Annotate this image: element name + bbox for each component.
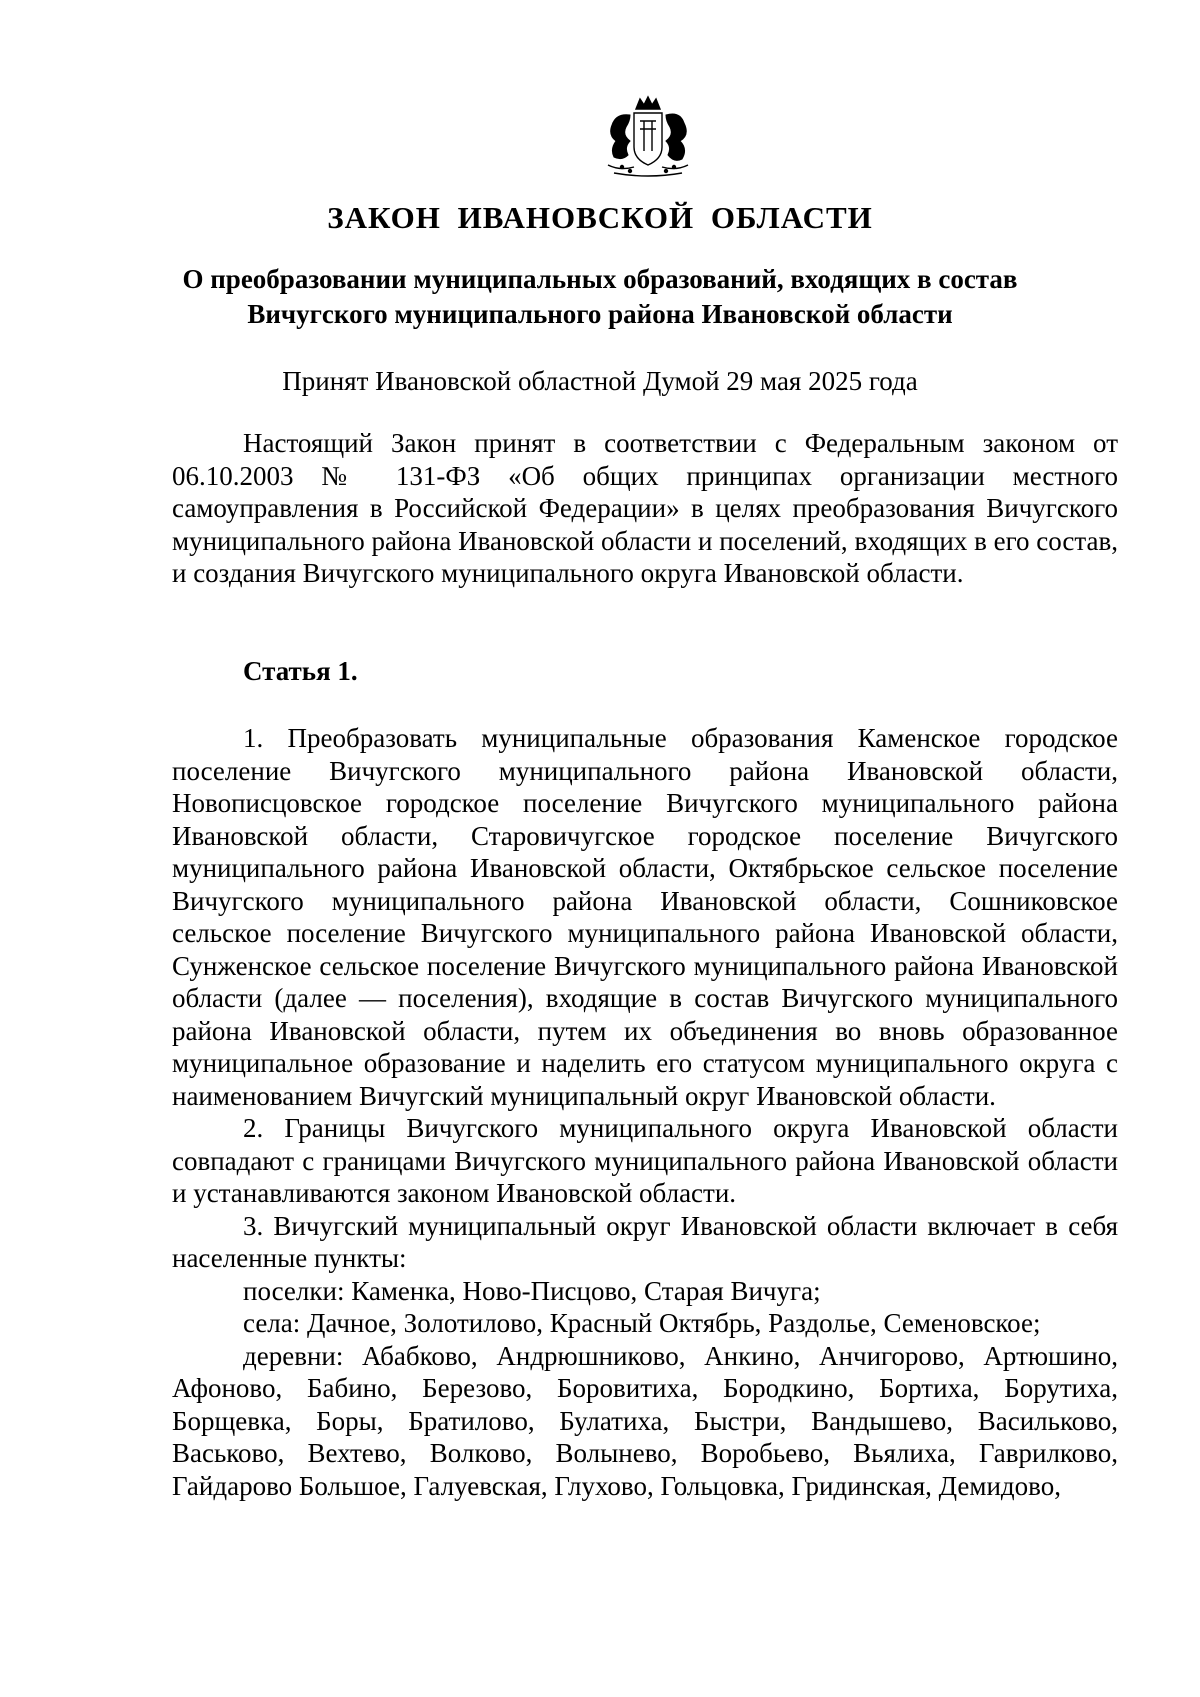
law-subtitle-line: Вичугского муниципального района Ивановской области (247, 299, 953, 329)
article-paragraph: 1. Преобразовать муниципальные образования Каменское городское поселение Вичугского муниципального района Ивановской области, Новописцовское городское поселение Вичугского муниципального района Ивановской области, Старовичугское городское поселение Вичугского муниципального района Ивановской области, Октябрьское сельское поселение Вичугского муниципального района Ивановской области, Сошниковское сельское поселение Вичугского муниципального района Ивановской области, Сунженское сельское поселение Вичугского муниципального района Ивановской области (далее — поселения), входящие в состав Вичугского муниципального района Ивановской области, путем их объединения во вновь образованное муниципальное образование и наделить его статусом муниципального округа с наименованием Вичугский муниципальный округ Ивановской области. (172, 723, 1118, 1111)
law-subtitle-line: О преобразовании муниципальных образований, входящих в состав (182, 264, 1018, 294)
law-subtitle (150, 262, 1050, 332)
article-body (172, 722, 1118, 1502)
article-heading: Статья 1. (243, 656, 358, 686)
article-paragraph: 3. Вичугский муниципальный округ Ивановской области включает в себя населенные пункты: (172, 1210, 1118, 1273)
article-paragraph: поселки: Каменка, Ново-Писцово, Старая Вичуга; (243, 1275, 821, 1306)
adoption-statement: Принят Ивановской областной Думой 29 мая 2025 года (282, 366, 918, 396)
ivanovo-coat-of-arms-icon (600, 95, 696, 179)
article-paragraph: 2. Границы Вичугского муниципального округа Ивановской области совпадают с границами Вичугского муниципального района Ивановской области и устанавливаются законом Ивановской области. (172, 1113, 1118, 1208)
preamble-paragraph: Настоящий Закон принят в соответствии с Федеральным законом от 06.10.2003 № 131-ФЗ «Об общих принципах организации местного самоуправления в Российской Федерации» в целях преобразования Вичугского муниципального района Ивановской области и поселений, входящих в его состав, и создания Вичугского муниципального округа Ивановской области. (172, 428, 1118, 588)
article-paragraph: села: Дачное, Золотилово, Красный Октябрь, Раздолье, Семеновское; (243, 1308, 1041, 1338)
article-paragraph: деревни: Абабково, Андрюшниково, Анкино, Анчигорово, Артюшино, Афоново, Бабино, Березово, Боровитиха, Бородкино, Бортиха, Борутиха, Борщевка, Боры, Братилово, Булатиха, Быстри, Вандышево, Васильково, Васьково, Вехтево, Волково, Волынево, Воробьево, Вьялиха, Гаврилково, Гайдарово Большое, Галуевская, Глухово, Гольцовка, Гридинская, Демидово, (172, 1340, 1118, 1501)
law-title: ЗАКОН ИВАНОВСКОЙ ОБЛАСТИ (327, 200, 873, 235)
